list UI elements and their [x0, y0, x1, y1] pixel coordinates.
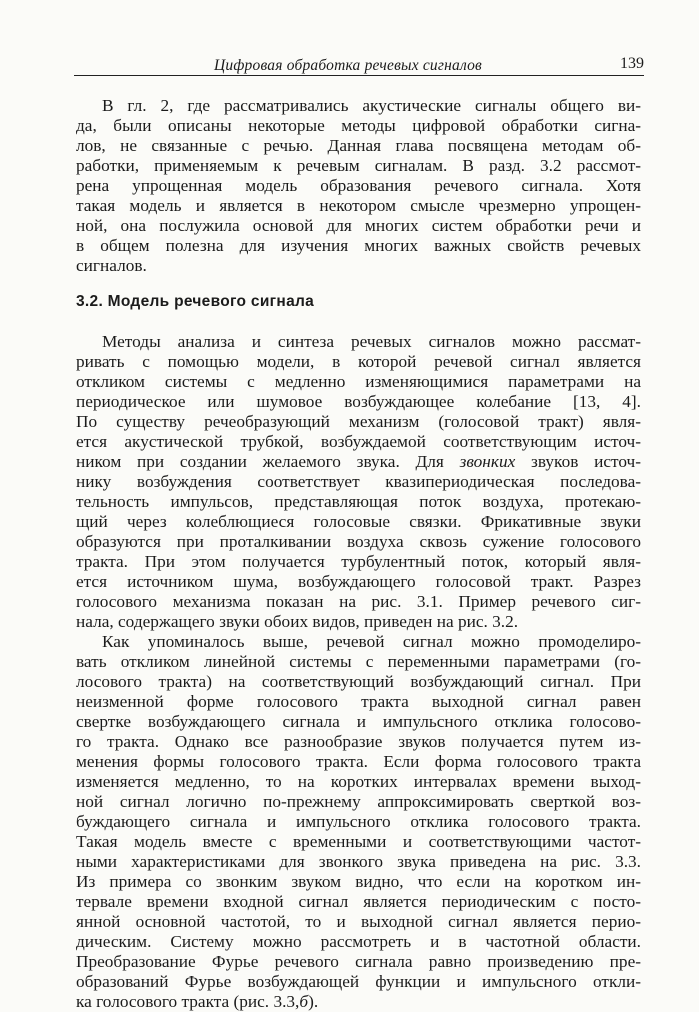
text-line	[76, 452, 641, 472]
text-line: образуются при проталкивании воздуха сквозь сужение голосового	[76, 532, 641, 551]
text-line: вать откликом линейной системы с переменными параметрами (го-	[76, 652, 641, 671]
text-line: неизменной форме голосового тракта выходной сигнал равен	[76, 692, 641, 711]
text-line: периодическое или шумовое возбуждающее колебание [13, 4].	[76, 392, 641, 411]
text-line: ной, она послужила основой для многих систем обработки речи и	[76, 216, 641, 235]
text-line: Такая модель вместе с временными и соответствующими частот-	[76, 832, 641, 851]
text-segment: ником при создании желаемого звука. Для	[76, 452, 444, 471]
text-line: ными характеристиками для звонкого звука приведена на рис. 3.3.	[76, 852, 641, 871]
italic-term: б	[299, 992, 309, 1011]
text-segment: звуков источ-	[531, 452, 641, 471]
italic-term: звонких	[459, 452, 516, 471]
text-line: сигналов.	[76, 256, 147, 275]
text-line: В гл. 2, где рассматривались акустические сигналы общего ви-	[102, 96, 641, 115]
text-line: янной основной частотой, то и выходной сигнал является перио-	[76, 912, 641, 931]
text-line: изменяется медленно, то на коротких интервалах времени выход-	[76, 772, 641, 791]
text-line: Преобразование Фурье речевого сигнала равно произведению пре-	[76, 952, 641, 971]
text-line: образований Фурье возбуждающей функции и импульсного откли-	[76, 972, 641, 991]
text-line: тервале времени входной сигнал является периодическим с посто-	[76, 892, 641, 911]
text-line: такая модель и является в некотором смысле чрезмерно упрощен-	[76, 196, 641, 215]
text-line: голосового механизма показан на рис. 3.1. Пример речевого сиг-	[76, 592, 641, 611]
text-segment: ка голосового тракта (рис. 3.3,	[76, 992, 300, 1011]
page-number: 139	[620, 55, 644, 72]
text-line: работки, применяемым к речевым сигналам. В разд. 3.2 рассмот-	[76, 156, 641, 175]
text-line: ривать с помощью модели, в которой речевой сигнал является	[76, 352, 641, 371]
text-line: го тракта. Однако все разнообразие звуков получается путем из-	[76, 732, 641, 751]
text-line: свертке возбуждающего сигнала и импульсного отклика голосово-	[76, 712, 641, 731]
running-title: Цифровая обработка речевых сигналов	[214, 57, 482, 74]
text-line: ется акустической трубкой, возбуждаемой соответствующим источ-	[76, 432, 641, 451]
text-line: тельность импульсов, представляющая поток воздуха, протекаю-	[76, 492, 641, 511]
text-line: в общем полезна для изучения многих важных свойств речевых	[76, 236, 641, 255]
text-line: Как упоминалось выше, речевой сигнал можно промоделиро-	[102, 632, 641, 651]
section-heading: 3.2. Модель речевого сигнала	[76, 293, 315, 310]
text-line: Из примера со звонким звуком видно, что если на коротком ин-	[76, 872, 641, 891]
text-line: нала, содержащего звуки обоих видов, приведен на рис. 3.2.	[76, 612, 519, 631]
text-line: дическим. Систему можно рассмотреть и в частотной области.	[76, 932, 641, 951]
text-line: менения формы голосового тракта. Если форма голосового тракта	[76, 752, 641, 771]
text-line: нику возбуждения соответствует квазипериодическая последова-	[76, 472, 641, 491]
text-line: лосового тракта) на соответствующий возбуждающий сигнал. При	[76, 672, 641, 691]
text-line: ется источником шума, возбуждающего голосовой тракт. Разрез	[76, 572, 641, 591]
text-line: да, были описаны некоторые методы цифровой обработки сигна-	[76, 116, 641, 135]
text-line: ной сигнал логично по-прежнему аппроксимировать сверткой воз-	[76, 792, 641, 811]
text-line: буждающего сигнала и импульсного отклика голосового тракта.	[76, 812, 641, 831]
text-line: лов, не связанные с речью. Данная глава посвящена методам об-	[76, 136, 641, 155]
text-line: Методы анализа и синтеза речевых сигналов можно рассмат-	[102, 332, 641, 351]
text-line: щий через колеблющиеся голосовые связки. Фрикативные звуки	[76, 512, 641, 531]
text-segment: ).	[308, 992, 319, 1011]
text-line: По существу речеобразующий механизм (голосовой тракт) явля-	[76, 412, 641, 431]
text-line: тракта. При этом получается турбулентный поток, который явля-	[76, 552, 641, 571]
text-line	[76, 992, 641, 1011]
text-line: откликом системы с медленно изменяющимися параметрами на	[76, 372, 641, 391]
text-line: рена упрощенная модель образования речевого сигнала. Хотя	[76, 176, 641, 195]
